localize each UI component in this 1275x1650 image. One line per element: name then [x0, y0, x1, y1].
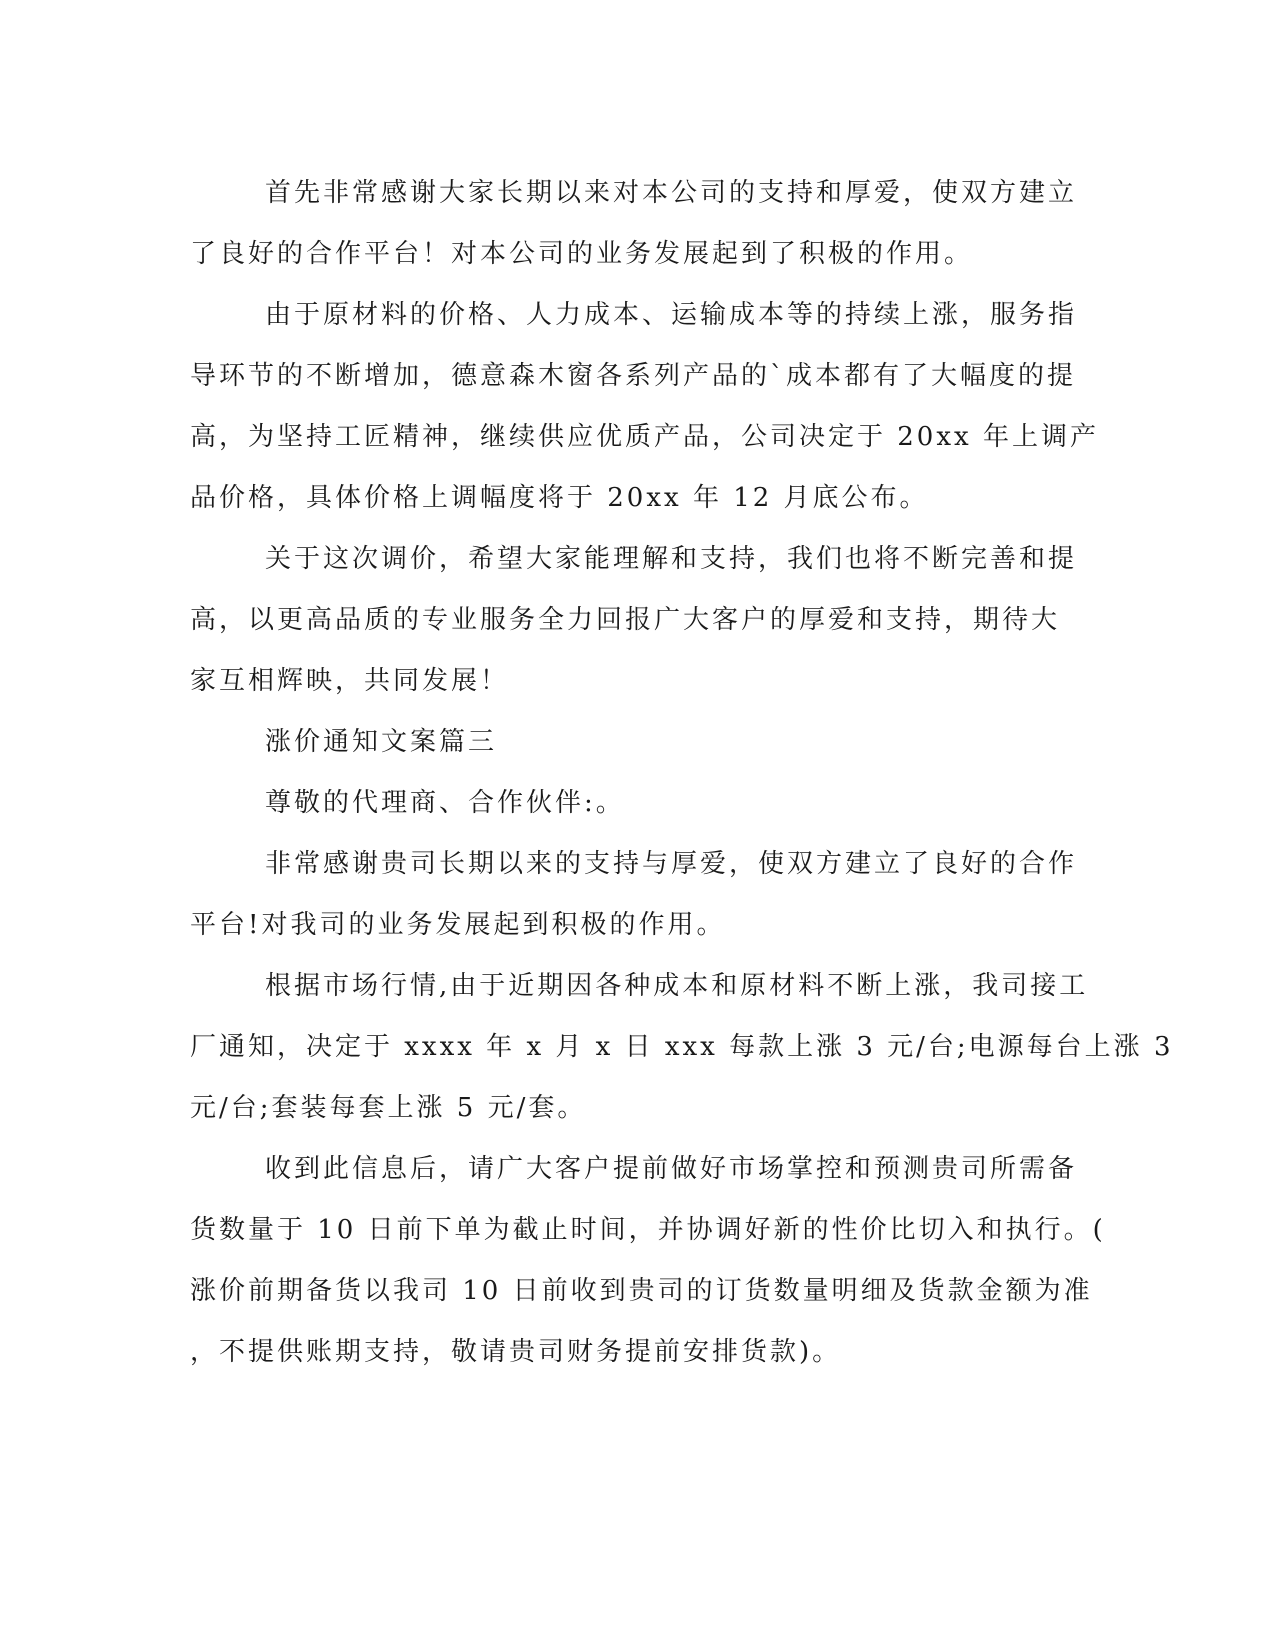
- paragraph-cost-increase: [190, 285, 1099, 529]
- paragraph-line: 关于这次调价，希望大家能理解和支持，我们也将不断完善和提: [265, 544, 1078, 574]
- heading-line: 涨价通知文案篇三: [265, 727, 498, 757]
- paragraph-line: 高，以更高品质的专业服务全力回报广大客户的厚爱和支持，期待大: [190, 605, 1061, 635]
- paragraph-line: 根据市场行情,由于近期因各种成本和原材料不断上涨，我司接工: [265, 971, 1089, 1001]
- salutation-line: 尊敬的代理商、合作伙伴:。: [265, 788, 625, 818]
- paragraph-line: 首先非常感谢大家长期以来对本公司的支持和厚爱，使双方建立: [265, 178, 1078, 208]
- paragraph-line: 导环节的不断增加，德意森木窗各系列产品的`成本都有了大幅度的提: [190, 361, 1077, 391]
- paragraph-line: ，不提供账期支持，敬请贵司财务提前安排货款)。: [190, 1337, 842, 1367]
- paragraph-thanks-partners: [190, 834, 1080, 956]
- paragraph-line: 厂通知，决定于 xxxx 年 x 月 x 日 xxx 每款上涨 3 元/台;电源每台上涨 3: [190, 1032, 1174, 1062]
- section-heading: [190, 712, 1080, 773]
- paragraph-line: 由于原材料的价格、人力成本、运输成本等的持续上涨，服务指: [265, 300, 1078, 330]
- paragraph-line: 涨价前期备货以我司 10 日前收到贵司的订货数量明细及货款金额为准: [190, 1276, 1093, 1306]
- paragraph-line: 了良好的合作平台！对本公司的业务发展起到了积极的作用。: [190, 239, 974, 269]
- paragraph-price-details: [190, 956, 1174, 1139]
- paragraph-line: 货数量于 10 日前下单为截止时间，并协调好新的性价比切入和执行。(: [190, 1215, 1106, 1245]
- document-body: [190, 163, 1174, 1383]
- paragraph-line: 非常感谢贵司长期以来的支持与厚爱，使双方建立了良好的合作: [265, 849, 1078, 879]
- paragraph-line: 品价格，具体价格上调幅度将于 20xx 年 12 月底公布。: [190, 483, 929, 513]
- paragraph-line: 收到此信息后，请广大客户提前做好市场掌控和预测贵司所需备: [265, 1154, 1078, 1184]
- paragraph-understanding: [190, 529, 1080, 712]
- paragraph-thanks-intro: [190, 163, 1080, 285]
- paragraph-line: 平台!对我司的业务发展起到积极的作用。: [190, 910, 726, 940]
- paragraph-line: 元/台;套装每套上涨 5 元/套。: [190, 1093, 587, 1123]
- paragraph-order-deadline: [190, 1139, 1106, 1383]
- paragraph-line: 高，为坚持工匠精神，继续供应优质产品，公司决定于 20xx 年上调产: [190, 422, 1099, 452]
- salutation: [190, 773, 1080, 834]
- paragraph-line: 家互相辉映，共同发展！: [190, 666, 510, 696]
